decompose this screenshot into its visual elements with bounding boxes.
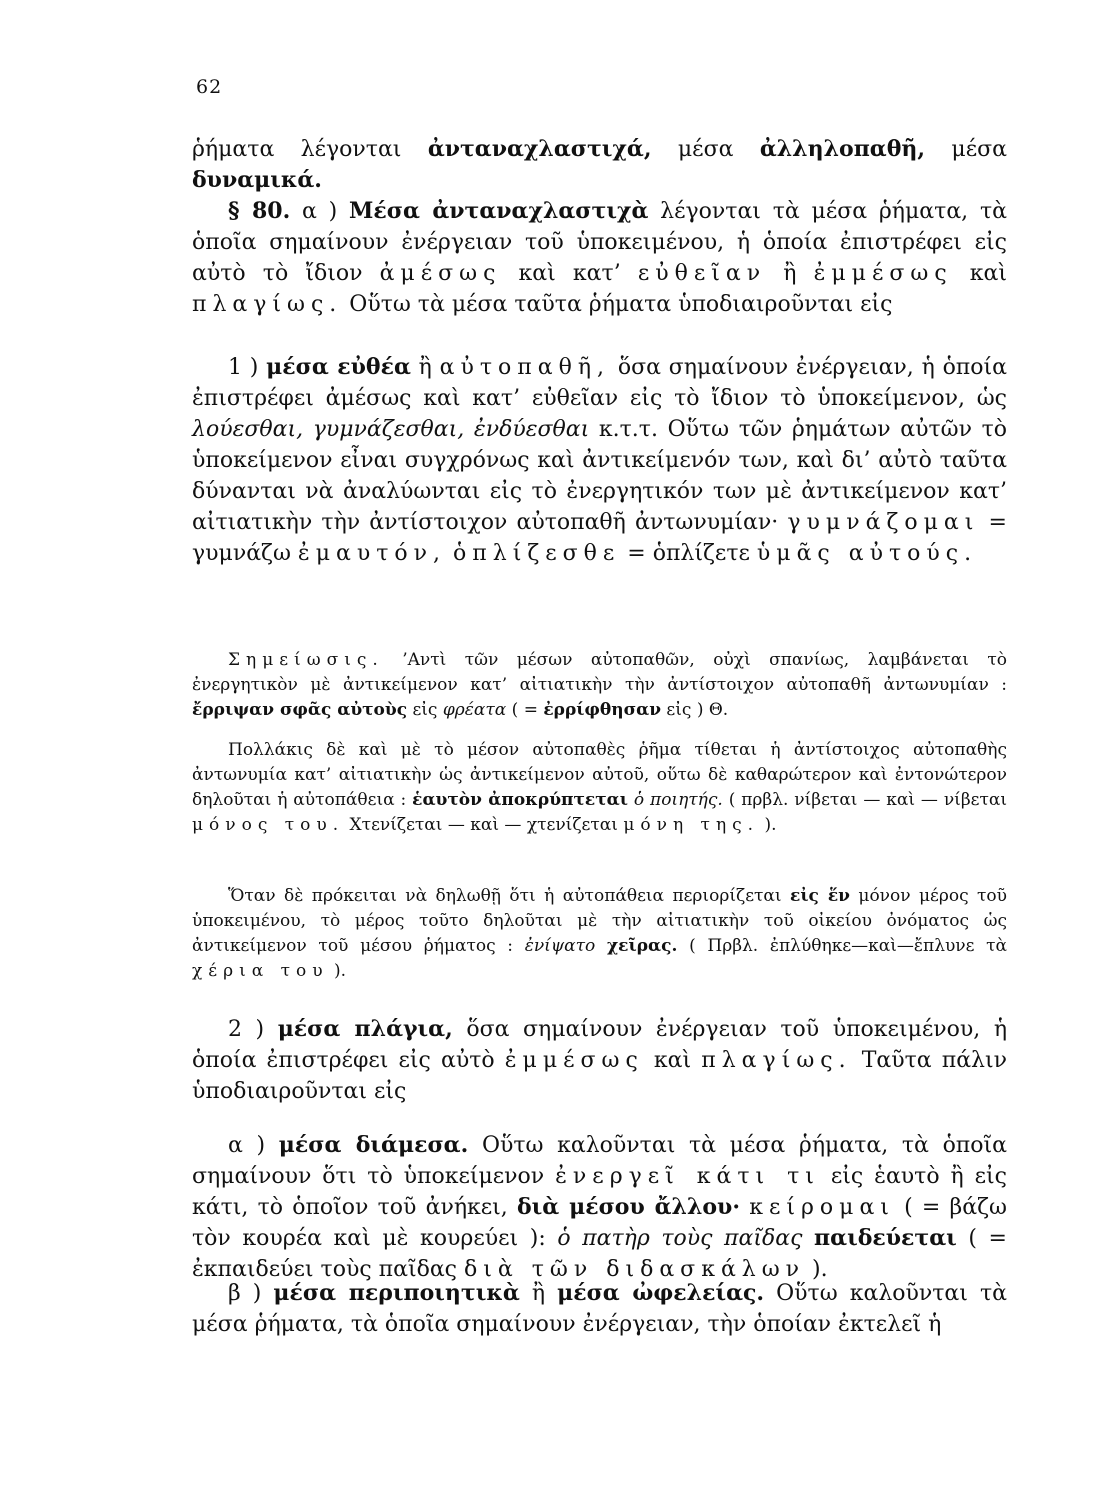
text-run: εἰς: [407, 700, 443, 720]
text-run: Ὅταν δὲ πρόκειται νὰ δηλωθῇ ὅτι ἡ αὐτοπάθεια περιορίζεται: [228, 886, 790, 906]
bold-example: ἔρριψαν σφᾶς αὐτοὺς: [192, 700, 408, 720]
list-label: α ): [290, 199, 350, 224]
text-run: καὶ: [643, 1048, 702, 1073]
spaced-word: ἐμαυτόν,: [297, 541, 447, 566]
spaced-word: κείρομαι: [749, 1195, 895, 1220]
list-label: α ): [228, 1133, 279, 1158]
item-1-paragraph: [192, 352, 1007, 569]
text-run: ὅσα σημαίνουν ἐνέργειαν, ἡ ὁποία ἐπιστρέφει ἀμέσως καὶ κατ’ εὐθεῖαν εἰς τὸ ἴδιον τὸ ὑποκείμενον, ὡς: [192, 355, 1007, 411]
text-run: καὶ: [952, 261, 1008, 286]
text-run: ( πρβλ. νίβεται — καὶ — νίβεται: [722, 790, 1008, 810]
italic-example: ἐνίψατο: [524, 936, 596, 956]
list-label: 2 ): [228, 1017, 278, 1042]
text-run: ( Πρβλ. ἐπλύθηκε—καὶ—ἔπλυνε τὰ: [677, 936, 1008, 956]
text-run: μέσα: [925, 137, 1008, 162]
text-run: ).: [805, 1257, 828, 1282]
text-run: Οὕτω καλοῦνται τὰ μέσα ῥήματα, τὰ ὁποῖα σημαίνουν ἐνέργειαν, τὴν ὁποίαν ἐκτελεῖ ἡ: [192, 1281, 1007, 1337]
text-run: Οὕτω καλοῦνται τὰ μέσα ῥήματα, τὰ ὁποῖα σημαίνουν ὅτι τὸ ὑποκείμενον: [192, 1133, 1007, 1189]
heading-term: μέσα ὠφελείας.: [557, 1280, 765, 1306]
text-run: [446, 541, 453, 566]
item-beta-paragraph: [192, 1278, 1007, 1340]
spaced-word: χέρια του: [192, 961, 329, 981]
bold-example: παιδεύεται: [814, 1225, 957, 1251]
section-80-paragraph: [192, 196, 1007, 320]
text-run: Χτενίζεται — καὶ — χτενίζεται: [344, 815, 624, 835]
text-run: Ταῦτα πάλιν ὑποδιαιροῦνται εἰς: [192, 1048, 1008, 1104]
section-number: § 80.: [228, 198, 291, 224]
bold-example: ἑαυτὸν ἀποκρύπτεται: [412, 790, 628, 810]
spaced-word: πλαγίως.: [701, 1048, 852, 1073]
text-run: [740, 1195, 749, 1220]
text-run: = ὁπλίζετε: [620, 541, 757, 566]
spaced-word: αὐτοπαθῆ,: [439, 355, 611, 380]
text-run: [802, 1226, 814, 1251]
text-run: ( =: [506, 700, 544, 720]
text-run: [595, 936, 607, 956]
text-run: ( = βάζω τὸν κουρέα καὶ μὲ κουρεύει ):: [192, 1195, 1007, 1251]
text-run: = γυμνάζω: [192, 510, 1007, 566]
page-number: 62: [196, 76, 223, 98]
bold-example: χεῖρας.: [606, 936, 678, 956]
text-run: ).: [759, 815, 777, 835]
text-run: μέσα: [651, 137, 760, 162]
text-run: εἰς ἑαυτὸ ἢ εἰς κάτι, τὸ ὁποῖον τοῦ ἀνήκει,: [192, 1164, 1008, 1220]
note-paragraph: [192, 884, 1007, 984]
spaced-word: ἐμμέσως: [504, 1048, 644, 1073]
text-run: ῥήματα λέγονται: [192, 137, 428, 162]
heading-term: μέσα πλάγια,: [277, 1016, 453, 1042]
item-alpha-paragraph: [192, 1130, 1007, 1285]
text-run: ἢ: [766, 261, 814, 286]
italic-example: ὁ πατὴρ τοὺς παῖδας: [557, 1226, 803, 1251]
note-paragraph: [192, 648, 1007, 723]
text-run: ( = ἐκπαιδεύει τοὺς παῖδας: [192, 1226, 1007, 1282]
spaced-word: πλαγίως.: [192, 292, 343, 317]
text-run: λέγονται τὰ μέσα ῥήματα, τὰ ὁποῖα σημαίνουν ἐνέργειαν τοῦ ὑποκειμένου, ἡ ὁποία ἐπιστρέφει εἰς αὐτὸ τὸ ἴδιον: [192, 199, 1007, 286]
list-label: β ): [228, 1281, 274, 1306]
text-run: ἢ: [410, 355, 440, 380]
list-label: 1 ): [228, 355, 267, 380]
text-run: καὶ κατ’: [501, 261, 638, 286]
heading-term: Μέσα ἀνταναχλαστιχὰ: [349, 198, 649, 224]
spaced-word: γυμνάζομαι: [787, 510, 980, 535]
italic-example: φρέατα: [442, 700, 507, 720]
text-run: κ.τ.τ. Οὕτω τῶν ῥημάτων αὐτῶν τὸ ὑποκείμενον εἶναι συγχρόνως καὶ ἀντικείμενόν των, καὶ δι’ αὐτὸ ταῦτα δύνανται νὰ ἀναλύωνται εἰς τὸ ἐνεργητικόν των μὲ ἀντικείμενον κατ’ αἰτιατικὴν τὴν ἀντίστοιχον αὐτοπαθῆ ἀντωνυμίαν·: [192, 417, 1008, 535]
spaced-word: ὁπλίζεσθε: [453, 541, 621, 566]
spaced-word: ἀμέσως: [379, 261, 502, 286]
heading-term: μέσα περιποιητικὰ: [273, 1280, 520, 1306]
bold-example: εἰς ἕν: [789, 886, 850, 906]
heading-term: μέσα διάμεσα.: [278, 1132, 469, 1158]
heading-term: μέσα εὐθέα: [266, 354, 411, 380]
text-run: εἰς ) Θ.: [661, 700, 729, 720]
text-run: Οὕτω τὰ μέσα ταῦτα ῥήματα ὑποδιαιροῦνται εἰς: [342, 292, 893, 317]
spaced-word: εὐθεῖαν: [637, 261, 767, 286]
item-2-paragraph: [192, 1014, 1007, 1107]
text-run: Πολλάκις δὲ καὶ μὲ τὸ μέσον αὐτοπαθὲς ῥῆμα τίθεται ἡ ἀντίστοιχος αὐτοπαθὴς ἀντωνυμία κατ’ αἰτιατικὴν ὡς ἀντικείμενον αὐτοῦ, οὕτω δὲ καθαρώτερον καὶ ἐντονώτερον δηλοῦται ἡ αὐτοπάθεια :: [192, 740, 1007, 810]
spaced-word: ἐμμέσως: [813, 261, 953, 286]
example-words: λούεσθαι, γυμνάζεσθαι, ἐνδύεσθαι: [192, 417, 590, 442]
italic-example: ὁ ποιητής.: [633, 790, 723, 810]
term-antanaklastika: ἀνταναχλαστιχά,: [427, 136, 652, 162]
term-allilopathi: ἀλληλοπαθῆ,: [759, 136, 926, 162]
text-run: ’Αντὶ τῶν μέσων αὐτοπαθῶν, οὐχὶ σπανίως, λαμβάνεται τὸ ἐνεργητικὸν μὲ ἀντικείμενον κατ’ αἰτιατικὴν τὴν ἀντίστοιχον αὐτοπαθῆ ἀντωνυμίαν :: [192, 650, 1007, 695]
term-dynamika: δυναμικά.: [192, 167, 322, 193]
spaced-word: διὰ τῶν διδασκάλων: [464, 1257, 806, 1282]
spaced-word: ἐνεργεῖ κάτι τι: [555, 1164, 820, 1189]
spaced-word: μόνος του.: [192, 815, 345, 835]
opening-paragraph: [192, 134, 1007, 196]
note-paragraph: [192, 738, 1007, 838]
text-run: μόνον μέρος τοῦ ὑποκειμένου, τὸ μέρος τοῦτο δηλοῦται μὲ τὴν αἰτιατικὴν τοῦ οἰκείου ὀνόματος ὡς ἀντικείμενον τοῦ μέσου ῥήματος :: [192, 886, 1007, 956]
bold-example: διὰ μέσου ἄλλου·: [516, 1194, 740, 1220]
bold-example: ἐρρίφθησαν: [543, 700, 662, 720]
spaced-word: μόνη της.: [623, 815, 760, 835]
spaced-word: ὑμᾶς αὐτούς.: [756, 541, 978, 566]
text-run: ἢ: [519, 1281, 558, 1306]
text-run: ).: [328, 961, 347, 981]
note-heading: Σημείωσις.: [228, 650, 384, 670]
text-run: ὅσα σημαίνουν ἐνέργειαν τοῦ ὑποκειμένου, ἡ ὁποία ἐπιστρέφει εἰς αὐτὸ: [192, 1017, 1007, 1073]
